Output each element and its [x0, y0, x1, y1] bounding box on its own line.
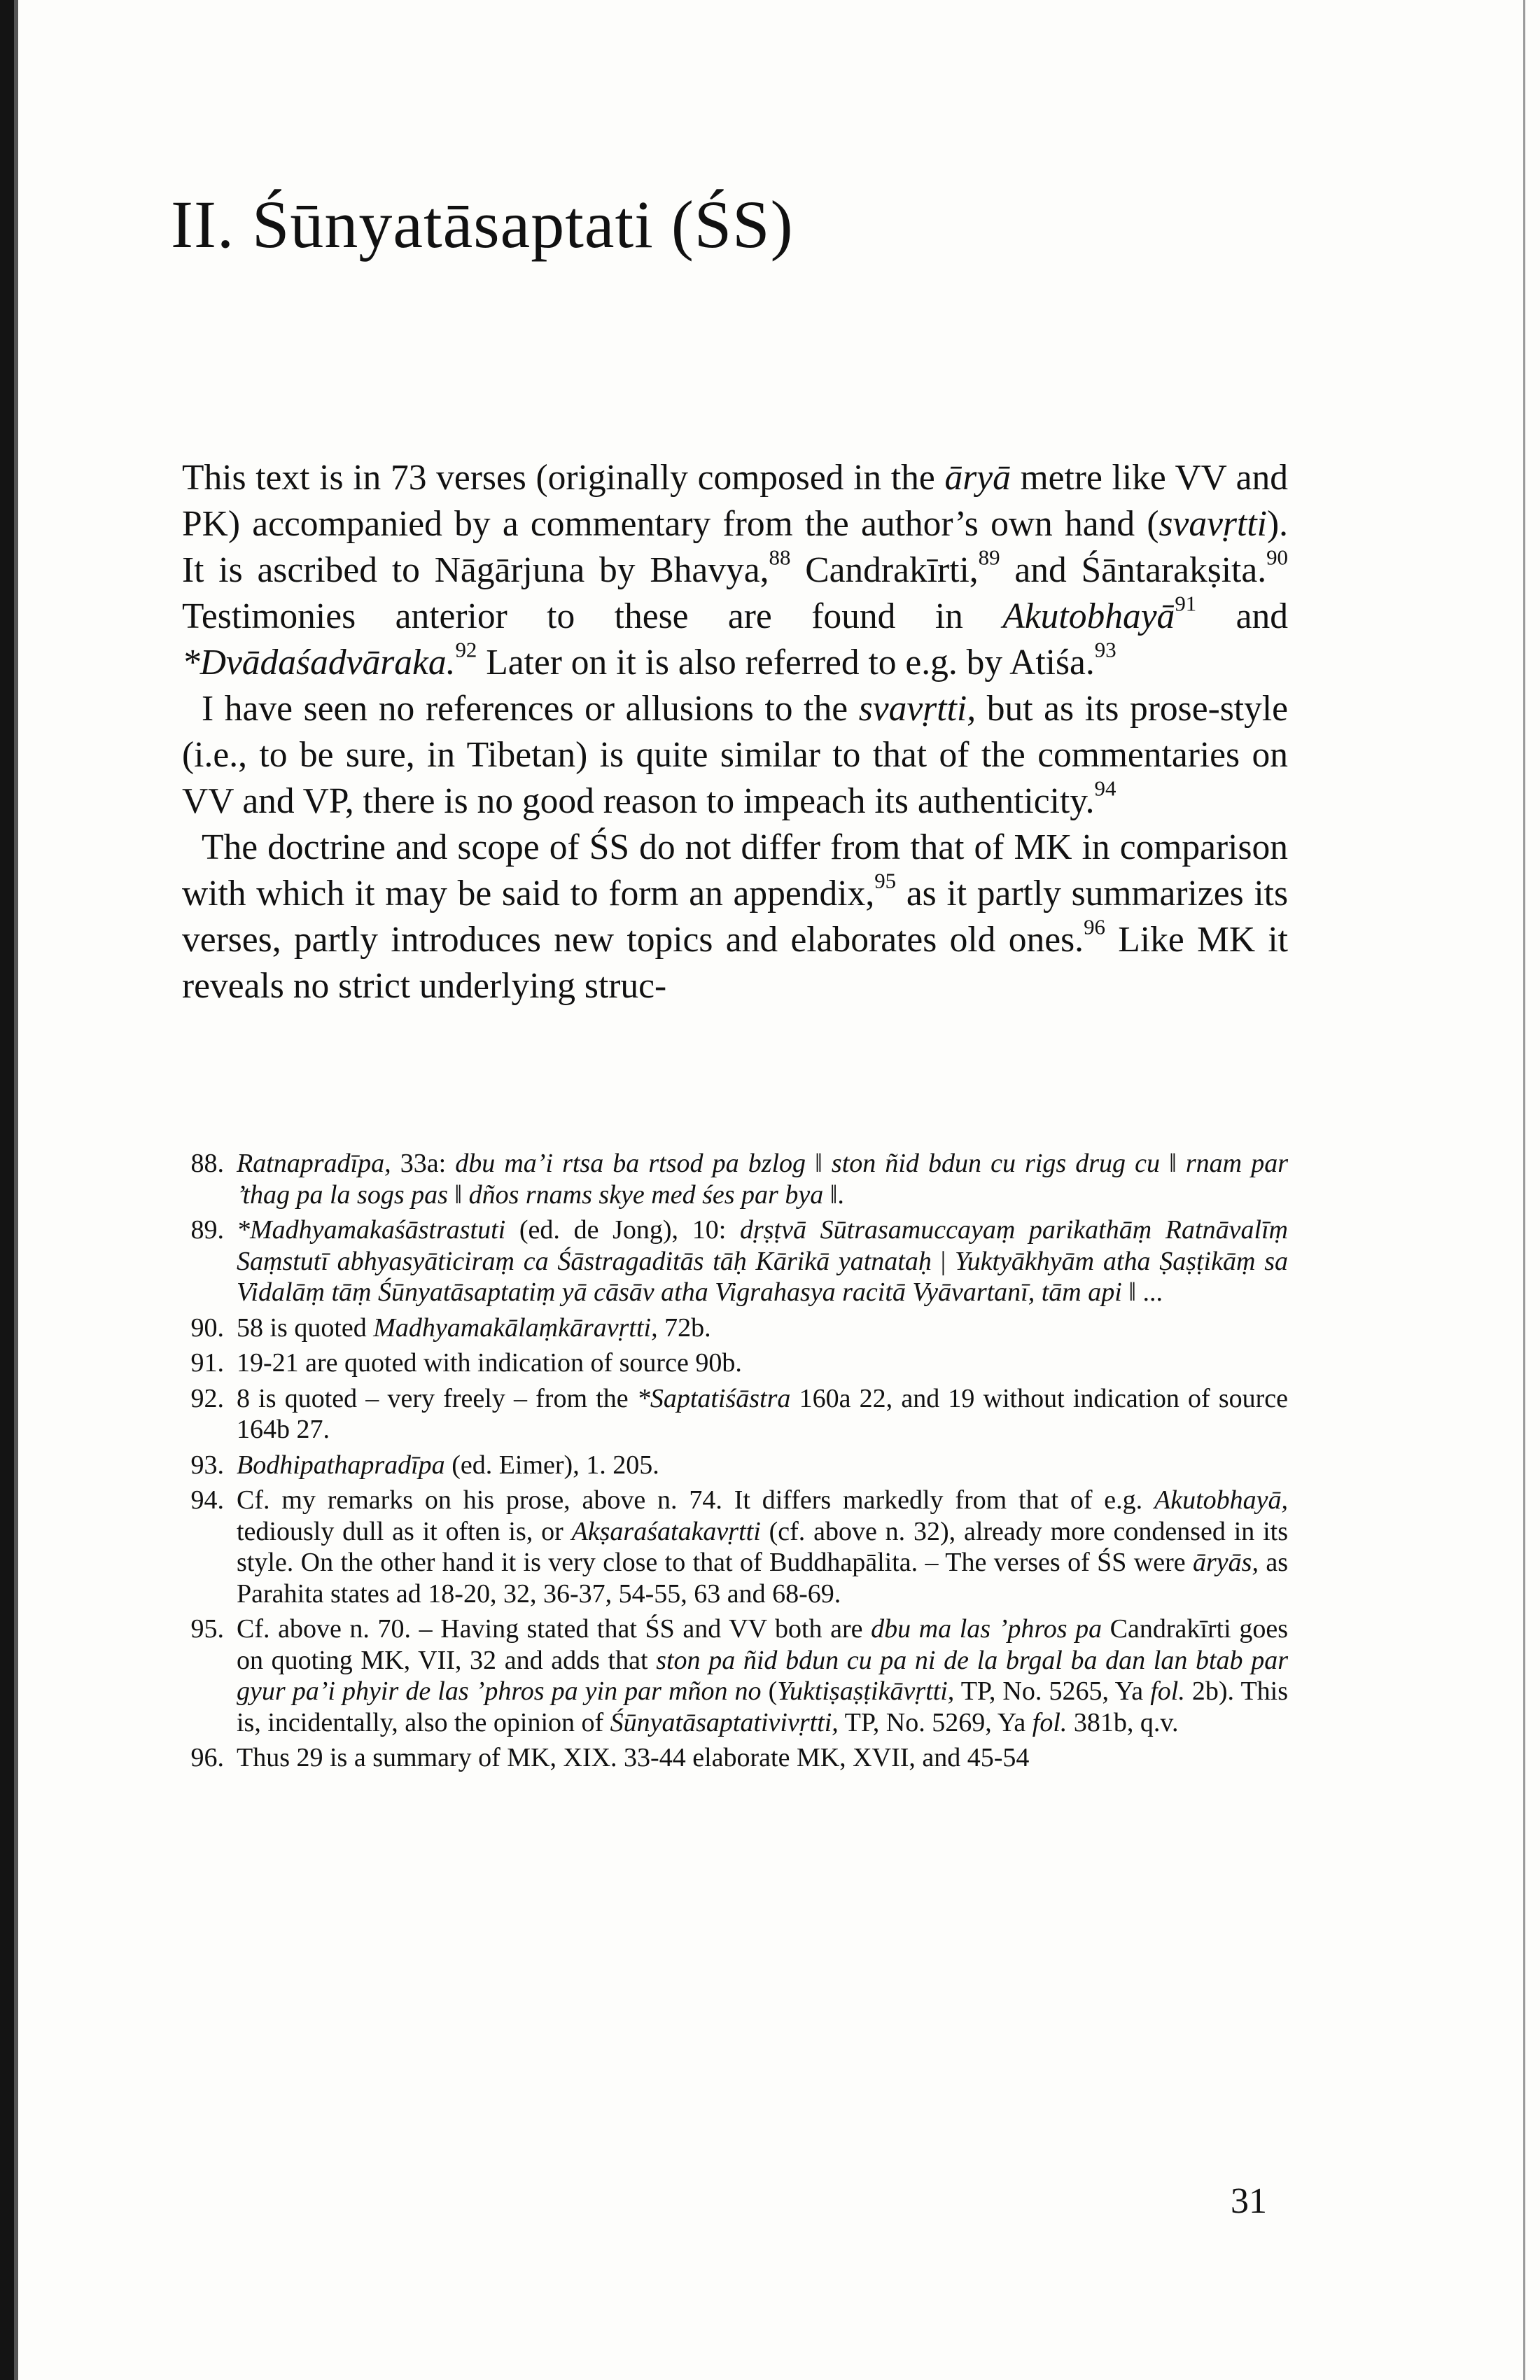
footnote-text [237, 1148, 1288, 1210]
run: as it partly summarizes its verses, partly introduces new topics and elaborates old ones. [182, 874, 1288, 960]
run-italic: dṛṣṭvā Sūtrasamuccayaṃ parikathāṃ Ratnāvalīṃ Saṃstutī abhyasyāticiraṃ ca Śāstragaditās tāḥ Kārikā yatnataḥ [237, 1215, 1289, 1276]
run: tediously dull as it often is, or [237, 1516, 572, 1546]
chapter-title: II. Śūnyatāsaptati (ŚS) [171, 187, 794, 262]
run: ǁ. [823, 1180, 844, 1210]
run-italic: dbu ma’i rtsa ba rtsod pa bzlog [455, 1149, 806, 1178]
run: ǁ [1160, 1149, 1186, 1178]
run: Cf. my remarks on his prose, above n. 74. It differs markedly from that of e.g. [237, 1485, 1154, 1515]
run: and [1196, 596, 1289, 636]
footnotes [175, 1148, 1288, 1778]
paragraph [182, 686, 1288, 825]
run-italic: Madhyamakālaṃkāravṛtti, [373, 1312, 658, 1343]
footnote [175, 1214, 1288, 1308]
run: ǁ [806, 1149, 832, 1178]
run-italic: Akṣaraśatakavṛtti [571, 1516, 761, 1546]
footnote-text [237, 1450, 1288, 1481]
run-italic: Ratnapradīpa, [237, 1149, 391, 1178]
run: (ed. Eimer), 1. 205. [444, 1450, 659, 1480]
run-italic: āryā [944, 458, 1011, 498]
run-italic: Yuktiṣaṣṭikāvṛtti, [777, 1676, 955, 1706]
footnote [175, 1348, 1288, 1379]
run: and Śāntarakṣita. [1000, 550, 1267, 590]
run: Thus 29 is a summary of MK, XIX. 33-44 elaborate MK, XVII, and 45-54 [237, 1743, 1030, 1772]
footnote-ref[interactable]: 91 [1175, 591, 1197, 616]
run-italic: rnam par ’thag pa la sogs pas [237, 1149, 1288, 1210]
footnote [175, 1485, 1288, 1609]
run: (ed. de Jong), 10: [505, 1215, 740, 1245]
main-text [182, 455, 1288, 1009]
run-italic: Akutobhayā [1002, 596, 1175, 636]
run: (cf. above n. 32), already more condensed in its style. On the other hand it is very close to that of Buddhapālita. – The verses of ŚS were [237, 1516, 1288, 1577]
run: ǁ [447, 1180, 469, 1210]
run-italic: ston ñid bdun cu rigs drug cu [831, 1149, 1161, 1178]
book-spine-edge [14, 0, 18, 2380]
footnote-number: 95. [190, 1614, 224, 1644]
footnote [175, 1148, 1288, 1210]
footnote-number: 93. [190, 1450, 224, 1480]
run-italic: āryās, [1193, 1548, 1259, 1577]
footnote [175, 1450, 1288, 1481]
run: 19-21 are quoted with indication of source 90b. [237, 1348, 742, 1378]
footnote-text [237, 1614, 1288, 1738]
run-italic: svavṛtti [1158, 504, 1267, 544]
footnote-ref[interactable]: 88 [769, 545, 791, 570]
footnote-number: 94. [190, 1485, 224, 1515]
footnote-number: 89. [190, 1215, 224, 1245]
paragraph [182, 455, 1288, 686]
run-italic: Bodhipathapradīpa [237, 1450, 445, 1480]
run: 33a: [391, 1149, 456, 1178]
footnote-number: 88. [190, 1149, 224, 1178]
footnote-ref[interactable]: 94 [1094, 776, 1116, 801]
footnote-ref[interactable]: 95 [874, 868, 897, 893]
run-italic: Yuktyākhyām atha Ṣaṣṭikāṃ sa Vidalāṃ tāṃ Śūnyatāsaptatiṃ yā cāsāv atha Vigrahasya racitā Vyāvartanī, tām api [237, 1246, 1288, 1307]
run: as Parahita states ad 18-20, 32, 36-37, 54-55, 63 and 68-69. [237, 1548, 1288, 1609]
footnote-ref[interactable]: 90 [1266, 545, 1288, 570]
run: 8 is quoted – very freely – from the [237, 1383, 637, 1413]
run: metre like VV and PK) accompanied by a commentary from the author’s own hand ( [182, 458, 1288, 544]
run: Candrakīrti, [790, 550, 979, 590]
run-italic: svavṛtti, [858, 689, 976, 729]
footnote-text [237, 1348, 1288, 1379]
run-italic: Akutobhayā, [1154, 1485, 1288, 1515]
footnote-number: 92. [190, 1383, 224, 1413]
run: Cf. above n. 70. – Having stated that ŚS and VV both are [237, 1614, 872, 1644]
run: Testimonies anterior to these are found in [182, 596, 1003, 636]
run-italic: *Saptatiśāstra [636, 1383, 791, 1413]
run: TP, No. 5265, Ya [954, 1676, 1151, 1706]
footnote-ref[interactable]: 92 [455, 637, 477, 662]
run-italic: fol. [1032, 1707, 1068, 1737]
run: ). It is ascribed to Nāgārjuna by Bhavya, [182, 504, 1288, 590]
footnote-number: 91. [190, 1348, 224, 1378]
page-number: 31 [1231, 2181, 1267, 2221]
footnote [175, 1742, 1288, 1774]
footnote-ref[interactable]: 96 [1084, 914, 1105, 939]
footnote-text [237, 1312, 1288, 1344]
footnote [175, 1312, 1288, 1344]
run: This text is in 73 verses (originally composed in the [182, 458, 945, 498]
run: | [931, 1246, 955, 1276]
footnote-ref[interactable]: 89 [978, 545, 1000, 570]
run: Candrakīrti goes on quoting MK, VII, 32 and adds that [237, 1614, 1288, 1675]
run-italic: *Dvādaśadvāraka. [182, 643, 456, 682]
run: I have seen no references or allusions to the [202, 689, 859, 729]
run-italic: fol. [1150, 1676, 1185, 1706]
run: 2b). This is, incidentally, also the opinion of [237, 1676, 1289, 1737]
footnote-text [237, 1214, 1288, 1308]
run: ǁ ... [1121, 1278, 1163, 1307]
footnote [175, 1383, 1288, 1446]
book-spine-shadow [0, 0, 14, 2380]
run: 160a 22, and 19 without indication of source 164b 27. [237, 1383, 1289, 1444]
run: Like MK it reveals no strict underlying struc- [182, 920, 1288, 1006]
run: 58 is quoted [237, 1312, 374, 1343]
footnote-text [237, 1742, 1288, 1774]
footnote-text [237, 1383, 1288, 1446]
page-edge-line [1523, 0, 1525, 2380]
footnote-ref[interactable]: 93 [1094, 637, 1116, 662]
run-italic: ston pa ñid bdun cu pa ni de la brgal ba dan lan btab par gyur pa’i phyir de las ’phros pa yin par mñon no [237, 1645, 1288, 1706]
run: but as its prose-style (i.e., to be sure, in Tibetan) is quite similar to that of the commentaries on VV and VP, there is no good reason to impeach its authenticity. [182, 689, 1288, 821]
run-italic: *Madhyamakaśāstrastuti [237, 1215, 506, 1245]
run-italic: dños rnams skye med śes par bya [468, 1180, 824, 1210]
run: 381b, q.v. [1067, 1707, 1179, 1737]
run: ( [761, 1676, 778, 1706]
footnote-text [237, 1485, 1288, 1609]
run: TP, No. 5269, Ya [838, 1707, 1032, 1737]
footnote-number: 96. [190, 1743, 224, 1772]
run: 72b. [657, 1312, 711, 1343]
footnote [175, 1614, 1288, 1738]
footnote-number: 90. [190, 1312, 224, 1343]
paragraph [182, 825, 1288, 1009]
run-italic: dbu ma las ’phros pa [871, 1614, 1102, 1644]
run: Later on it is also referred to e.g. by Atiśa. [477, 643, 1095, 682]
run-italic: Śūnyatāsaptativivṛtti, [610, 1707, 839, 1737]
run: The doctrine and scope of ŚS do not differ from that of MK in comparison with which it may be said to form an appendix, [182, 827, 1288, 913]
